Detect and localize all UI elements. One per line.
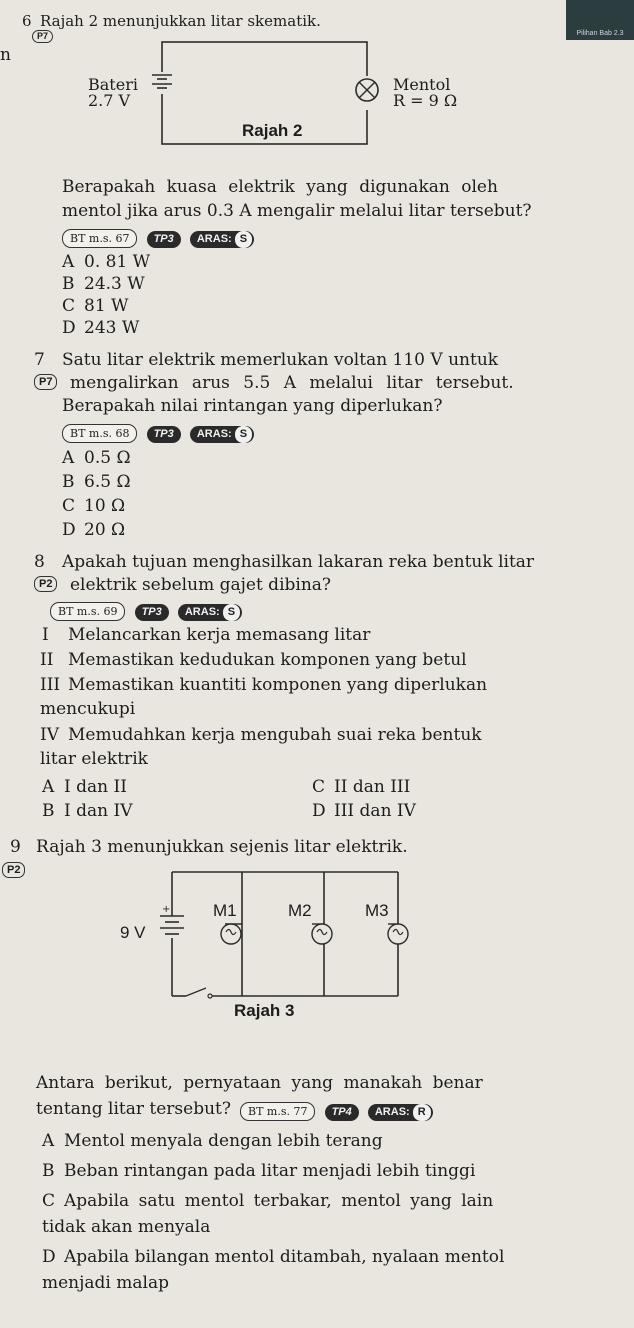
battery-label: Bateri xyxy=(88,75,138,94)
q7-tags xyxy=(62,422,254,443)
option-text: 6.5 Ω xyxy=(84,472,131,492)
option-text: III dan IV xyxy=(334,801,416,821)
option-letter: B xyxy=(62,472,75,492)
q8-statement-ii xyxy=(40,649,467,671)
q6-question-line2: mentol jika arus 0.3 A mengalir melalui litar tersebut? xyxy=(62,201,532,221)
statement-roman: III xyxy=(40,675,61,695)
q9-question-line1: Antara berikut, pernyataan yang manakah benar xyxy=(36,1073,483,1093)
lamp-value: R = 9 Ω xyxy=(393,91,458,110)
option-text: 243 W xyxy=(84,318,140,338)
q9-option-d[interactable] xyxy=(42,1246,504,1268)
q9-intro: Rajah 3 menunjukkan sejenis litar elektrik. xyxy=(36,837,408,857)
figure-3-voltage: 9 V xyxy=(120,923,146,942)
q8-pbadge: P2 xyxy=(34,576,57,592)
option-letter: A xyxy=(62,252,75,272)
q9-option-a[interactable] xyxy=(42,1130,383,1152)
q6-margin-mark: n xyxy=(0,45,11,65)
battery-value: 2.7 V xyxy=(88,91,131,110)
q9-number: 9 xyxy=(10,837,21,857)
q6-option-b[interactable] xyxy=(62,273,145,295)
q6-pbadge: P7 xyxy=(32,30,53,43)
q9-option-d-cont: menjadi malap xyxy=(42,1273,169,1293)
q8-option-a[interactable] xyxy=(42,776,127,798)
q6-option-c[interactable] xyxy=(62,295,129,317)
option-letter: C xyxy=(312,777,326,797)
option-text: II dan III xyxy=(334,777,411,797)
statement-text: Memudahkan kerja mengubah suai reka bentuk xyxy=(68,725,482,745)
tag-bt: BT m.s. 77 xyxy=(240,1102,315,1121)
lamp-m3-label: M3 xyxy=(365,901,389,920)
option-letter: D xyxy=(312,801,326,821)
lamp-m3-icon xyxy=(388,924,408,944)
option-letter: C xyxy=(62,496,76,516)
q7-pbadge: P7 xyxy=(34,374,57,390)
option-letter: A xyxy=(62,448,75,468)
option-text: Beban rintangan pada litar menjadi lebih tinggi xyxy=(64,1161,476,1181)
option-text: 20 Ω xyxy=(84,520,126,540)
statement-roman: II xyxy=(40,650,54,670)
option-letter: D xyxy=(42,1247,56,1267)
statement-text: Memastikan kuantiti komponen yang diperlukan xyxy=(68,675,488,695)
corner-label: Pilihan Bab 2.3 xyxy=(566,30,634,37)
tag-aras-level: S xyxy=(223,604,240,621)
option-letter: A xyxy=(42,1131,55,1151)
lamp-m1-icon xyxy=(221,924,241,944)
lamp-label: Mentol xyxy=(393,75,451,94)
q8-option-c[interactable] xyxy=(312,776,410,798)
q7-number: 7 xyxy=(34,350,45,370)
q8-number: 8 xyxy=(34,552,45,572)
q6-option-a[interactable] xyxy=(62,251,150,273)
tag-aras-level: S xyxy=(235,231,252,248)
statement-text: Melancarkan kerja memasang litar xyxy=(68,625,371,645)
q6-number: 6 xyxy=(22,12,32,30)
option-letter: B xyxy=(42,801,55,821)
figure-3-caption: Rajah 3 xyxy=(234,1001,295,1020)
option-letter: C xyxy=(42,1191,56,1211)
tag-aras-level: R xyxy=(413,1104,431,1121)
option-text: Mentol menyala dengan lebih terang xyxy=(64,1131,383,1151)
q9-question-line2: tentang litar tersebut? xyxy=(36,1099,231,1119)
option-text: I dan IV xyxy=(64,801,133,821)
option-text: Apabila satu mentol terbakar, mentol yang lain xyxy=(64,1191,494,1211)
tag-tp: TP3 xyxy=(147,231,181,248)
tag-aras-label: ARAS: xyxy=(184,606,220,618)
option-letter: D xyxy=(62,318,76,338)
q8-option-d[interactable] xyxy=(312,800,416,822)
tag-aras xyxy=(190,426,254,443)
tag-aras-label: ARAS: xyxy=(196,233,232,245)
q8-statement-iii xyxy=(40,674,487,696)
option-text: Apabila bilangan mentol ditambah, nyalaan mentol xyxy=(64,1247,505,1267)
lamp-m2-label: M2 xyxy=(288,901,312,920)
svg-text:+: + xyxy=(162,904,171,915)
tag-aras xyxy=(178,604,242,621)
option-letter: A xyxy=(42,777,55,797)
q7-line2: mengalirkan arus 5.5 A melalui litar tersebut. xyxy=(70,373,514,393)
q7-line1: Satu litar elektrik memerlukan voltan 110 V untuk xyxy=(62,350,499,370)
q7-option-d[interactable] xyxy=(62,519,125,541)
statement-text: Memastikan kedudukan komponen yang betul xyxy=(68,650,467,670)
q6-question-line1: Berapakah kuasa elektrik yang digunakan oleh xyxy=(62,177,498,197)
tag-aras-label: ARAS: xyxy=(196,428,232,440)
option-letter: B xyxy=(42,1161,55,1181)
tag-tp: TP3 xyxy=(135,604,169,621)
q7-option-b[interactable] xyxy=(62,471,131,493)
tag-aras xyxy=(368,1104,433,1121)
q7-option-a[interactable] xyxy=(62,447,131,469)
q9-option-c-cont: tidak akan menyala xyxy=(42,1217,211,1237)
option-text: 24.3 W xyxy=(84,274,145,294)
figure-3-circuit xyxy=(110,866,430,1002)
tag-bt: BT m.s. 69 xyxy=(50,602,125,621)
tag-bt: BT m.s. 67 xyxy=(62,229,137,248)
q9-option-c[interactable] xyxy=(42,1190,493,1212)
q9-option-b[interactable] xyxy=(42,1160,475,1182)
q6-option-d[interactable] xyxy=(62,317,139,339)
q9-pbadge: P2 xyxy=(2,862,25,878)
tag-aras-level: S xyxy=(235,426,252,443)
option-text: 0. 81 W xyxy=(84,252,151,272)
q8-statement-iii-cont: mencukupi xyxy=(40,699,136,719)
option-letter: B xyxy=(62,274,75,294)
tag-bt: BT m.s. 68 xyxy=(62,424,137,443)
tag-aras xyxy=(190,231,254,248)
q8-statement-i xyxy=(42,624,370,646)
option-text: 10 Ω xyxy=(84,496,126,516)
option-text: I dan II xyxy=(64,777,127,797)
q6-tags xyxy=(62,227,254,248)
q8-option-b[interactable] xyxy=(42,800,132,822)
tag-tp: TP4 xyxy=(325,1104,359,1121)
option-letter: C xyxy=(62,296,76,316)
lamp-m1-label: M1 xyxy=(213,901,237,920)
lamp-m2-icon xyxy=(312,924,332,944)
q6-intro: Rajah 2 menunjukkan litar skematik. xyxy=(40,12,321,30)
q7-line3: Berapakah nilai rintangan yang diperlukan? xyxy=(62,396,443,416)
q8-statement-iv-cont: litar elektrik xyxy=(40,749,148,769)
option-text: 0.5 Ω xyxy=(84,448,131,468)
tag-tp: TP3 xyxy=(147,426,181,443)
option-text: 81 W xyxy=(84,296,129,316)
q8-statement-iv xyxy=(40,724,482,746)
q9-tags xyxy=(240,1100,433,1121)
q8-tags xyxy=(50,600,242,621)
figure-2-caption: Rajah 2 xyxy=(242,121,303,140)
q8-line1: Apakah tujuan menghasilkan lakaran reka bentuk litar xyxy=(62,552,535,572)
statement-roman: I xyxy=(42,625,49,645)
option-letter: D xyxy=(62,520,76,540)
q7-option-c[interactable] xyxy=(62,495,125,517)
q8-line2: elektrik sebelum gajet dibina? xyxy=(70,575,332,595)
tag-aras-label: ARAS: xyxy=(374,1106,410,1118)
statement-roman: IV xyxy=(40,725,59,745)
